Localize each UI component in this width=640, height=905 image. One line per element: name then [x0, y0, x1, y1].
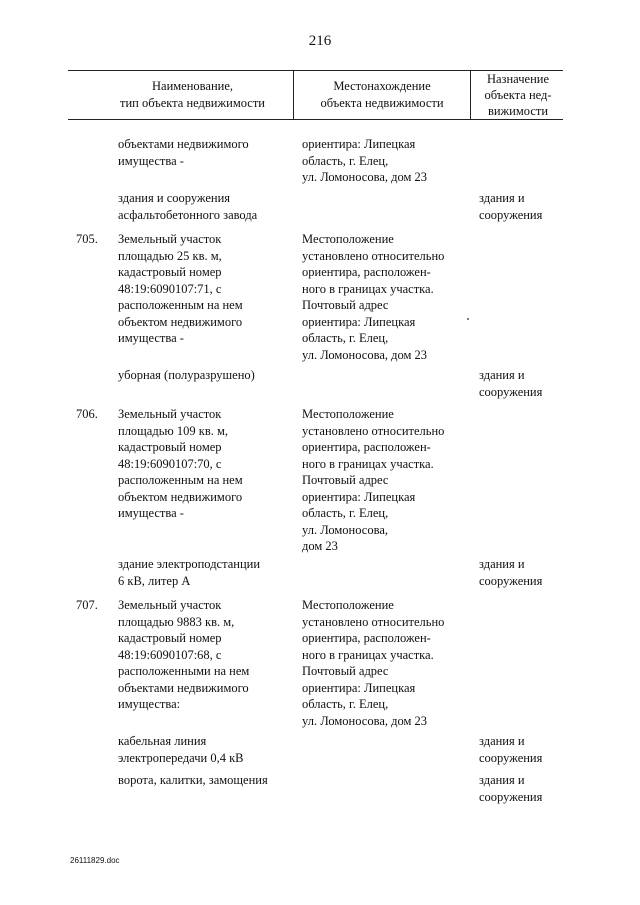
header-divider-1: [293, 70, 294, 119]
row-5-name: здание электроподстанции 6 кВ, литер А: [118, 557, 261, 588]
row-4-name: Земельный участок площадью 109 кв. м, кадастровый номер 48:19:6090107:70, с расположенным на нем объектом недвижимого имущества -: [118, 407, 243, 520]
row-5-purpose: здания и сооружения: [479, 557, 543, 588]
header-bottom-rule: [68, 119, 563, 120]
header-divider-2: [470, 70, 471, 119]
row-2-name: Земельный участок площадью 25 кв. м, кадастровый номер 48:19:6090107:71, с расположенным на нем объектом недвижимого имущества -: [118, 232, 243, 345]
header-purpose: Назначение объекта нед- вижимости: [484, 72, 552, 118]
row-3-purpose: здания и сооружения: [479, 368, 543, 399]
row-7-purpose: здания и сооружения: [479, 734, 543, 765]
row-0-location: ориентира: Липецкая область, г. Елец, ул. Ломоносова, дом 23: [302, 137, 428, 184]
scan-speck: [467, 318, 469, 320]
row-2-number: 705.: [76, 232, 98, 246]
row-6-number: 707.: [76, 598, 98, 612]
row-1-purpose: здания и сооружения: [479, 191, 543, 222]
row-2-location: Местоположение установлено относительно ориентира, расположен- ного в границах участка. Почтовый адрес ориентира: Липецкая область, г. Елец, ул. Ломоносова, дом 23: [302, 232, 445, 362]
row-4-location: Местоположение установлено относительно ориентира, расположен- ного в границах участка. Почтовый адрес ориентира: Липецкая область, г. Елец, ул. Ломоносова, дом 23: [302, 407, 445, 553]
row-8-purpose: здания и сооружения: [479, 773, 543, 804]
row-7-name: кабельная линия электропередачи 0,4 кВ: [118, 734, 244, 765]
row-6-location: Местоположение установлено относительно ориентира, расположен- ного в границах участка. Почтовый адрес ориентира: Липецкая область, г. Елец, ул. Ломоносова, дом 23: [302, 598, 445, 728]
row-6-name: Земельный участок площадью 9883 кв. м, кадастровый номер 48:19:6090107:68, с расположенными на нем объектами недвижимого имущества:: [118, 598, 250, 711]
row-1-name: здания и сооружения асфальтобетонного завода: [118, 191, 258, 222]
row-4-number: 706.: [76, 407, 98, 421]
row-8-name: ворота, калитки, замощения: [118, 773, 268, 787]
page-number: 216: [308, 33, 332, 49]
header-location: Местонахождение объекта недвижимости: [320, 79, 444, 110]
row-0-name: объектами недвижимого имущества -: [118, 137, 249, 168]
row-3-name: уборная (полуразрушено): [118, 368, 255, 382]
header-name: Наименование, тип объекта недвижимости: [120, 79, 265, 110]
footer-filename: 26111829.doc: [70, 856, 120, 865]
